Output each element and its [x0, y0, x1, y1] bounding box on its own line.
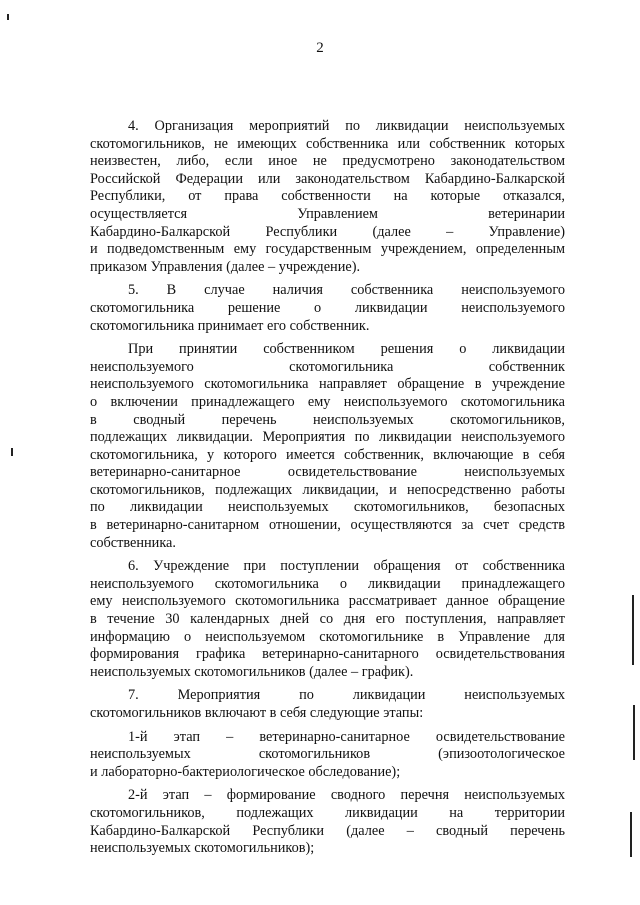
text-line: неиспользуемых скотомогильников); — [90, 840, 315, 857]
text-line: 1-й этап – ветеринарно-санитарное освидетельствование — [128, 728, 565, 745]
text-line: ветеринарно-санитарное освидетельствование неиспользуемых — [90, 464, 565, 481]
text-line: ему неиспользуемого скотомогильника рассматривает данное обращение — [90, 593, 565, 610]
text-line: приказом Управления (далее – учреждение). — [90, 258, 361, 275]
text-line: скотомогильника решение о ликвидации неиспользуемого — [90, 299, 565, 316]
text-line: по ликвидации неиспользуемых скотомогильников, безопасных — [90, 499, 565, 516]
text-line: в сводный перечень неиспользуемых скотомогильников, — [90, 411, 565, 428]
paragraph-7-stage-1 — [90, 729, 565, 782]
text-line: и подведомственным ему государственным учреждением, определенным — [90, 241, 565, 258]
text-line: Российской Федерации или законодательством Кабардино-Балкарской — [90, 170, 565, 187]
text-line: скотомогильников, подлежащих ликвидации на территории — [90, 804, 565, 821]
text-line: и лабораторно-бактериологическое обследование); — [90, 763, 401, 780]
scan-mark — [633, 705, 635, 760]
paragraph-5 — [90, 282, 565, 335]
text-line: формирования графика ветеринарно-санитарного освидетельствования — [90, 646, 565, 663]
text-line: Кабардино-Балкарской Республики (далее – Управление) — [90, 223, 565, 240]
paragraph-7-stage-2 — [90, 787, 565, 857]
text-line: в ветеринарно-санитарном отношении, осуществляются за счет средств — [90, 517, 565, 534]
text-line: Республики, от права собственности на которые отказался, — [90, 188, 565, 205]
text-line: При принятии собственником решения о ликвидации — [128, 341, 565, 358]
text-line: скотомогильников включают в себя следующие этапы: — [90, 705, 424, 721]
page-number: 2 — [316, 40, 324, 56]
text-line: осуществляется Управлением ветеринарии — [90, 205, 565, 222]
paragraph-7 — [90, 687, 565, 722]
text-line: неиспользуемого скотомогильника направляет обращение в учреждение — [90, 376, 565, 393]
scan-mark — [632, 595, 634, 665]
text-line: 6. Учреждение при поступлении обращения от собственника — [128, 558, 565, 575]
paragraph-5-owner — [90, 341, 565, 552]
text-line: информацию о неиспользуемом скотомогильнике в Управление для — [90, 628, 565, 645]
document-body — [90, 118, 565, 858]
text-line: Кабардино-Балкарской Республики (далее – сводный перечень — [90, 822, 565, 839]
scan-mark — [11, 448, 13, 456]
text-line: в течение 30 календарных дней со дня его поступления, направляет — [90, 611, 565, 628]
text-line: скотомогильника, у которого имеется собственник, включающие в себя — [90, 446, 565, 463]
text-line: 4. Организация мероприятий по ликвидации неиспользуемых — [128, 118, 565, 134]
text-line: неизвестен, либо, если иное не предусмотрено законодательством — [90, 153, 565, 170]
text-line: скотомогильников, подлежащих ликвидации, и непосредственно работы — [90, 481, 565, 498]
text-line: 2-й этап – формирование сводного перечня неиспользуемых — [128, 787, 565, 804]
text-line: скотомогильников, не имеющих собственника или собственник которых — [90, 135, 565, 152]
scan-mark — [7, 14, 9, 20]
paragraph-6 — [90, 558, 565, 681]
text-line: неиспользуемого скотомогильника собственник — [90, 358, 565, 375]
text-line: собственника. — [90, 534, 176, 551]
text-line: подлежащих ликвидации. Мероприятия по ликвидации неиспользуемого — [90, 429, 565, 446]
text-line: 7. Мероприятия по ликвидации неиспользуемых — [128, 687, 565, 704]
text-line: неиспользуемых скотомогильников (далее – график). — [90, 663, 414, 680]
text-line: скотомогильника принимает его собственник. — [90, 317, 370, 334]
paragraph-4 — [90, 118, 565, 276]
text-line: 5. В случае наличия собственника неиспользуемого — [128, 282, 565, 299]
text-line: неиспользуемого скотомогильника о ликвидации принадлежащего — [90, 575, 565, 592]
text-line: о включении принадлежащего ему неиспользуемого скотомогильника — [90, 393, 565, 410]
text-line: неиспользуемых скотомогильников (эпизоотологическое — [90, 746, 565, 763]
scan-mark — [630, 812, 632, 857]
